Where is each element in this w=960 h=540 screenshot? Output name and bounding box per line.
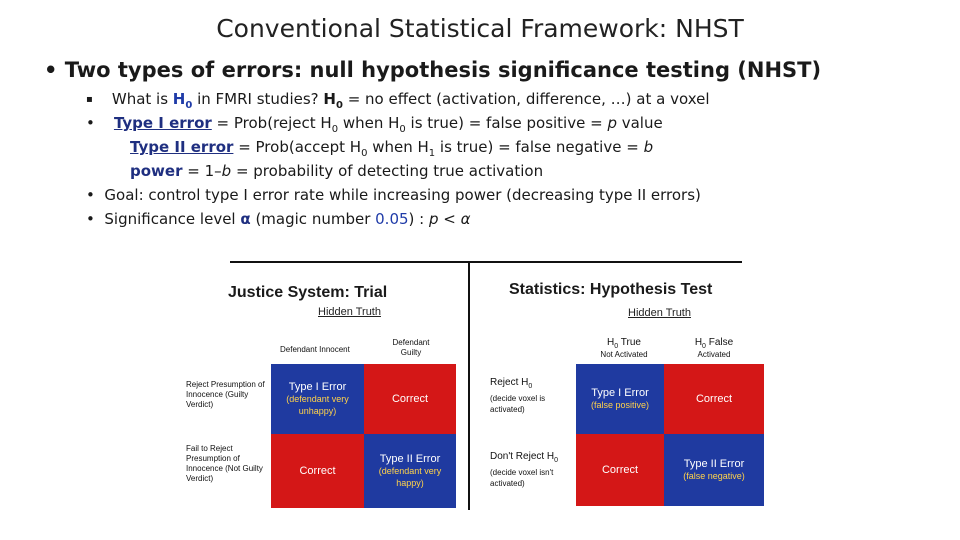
cell-note: (false negative) [683, 471, 745, 481]
bullet-significance: • Significance level α (magic number 0.05) : p < α [86, 210, 471, 228]
stats-col-h0-false: $H_0$ False Activated [674, 337, 754, 360]
slide-title: Conventional Statistical Framework: NHST [216, 14, 744, 43]
bullet-power: power = 1–b = probability of detecting true activation [130, 162, 544, 180]
stats-row-dont-reject-note: (decide voxel isn't activated) [490, 468, 554, 488]
justice-cell-correct-innocent [271, 434, 364, 508]
center-divider [468, 262, 470, 510]
stats-col-h0-false-note: Activated [697, 350, 731, 359]
justice-row-not-guilty-verdict: Fail to Reject Presumption of Innocence (Not Guilty Verdict) [186, 444, 263, 483]
main-bullet-text: Two types of errors: null hypothesis significance testing (NHST) [64, 58, 822, 82]
cell-note: (defendant very happy) [378, 466, 442, 488]
main-bullet: • Two types of errors: null hypothesis significance testing (NHST) [44, 58, 822, 82]
bullet-goal: • Goal: control type I error rate while increasing power (decreasing type II errors) [86, 186, 701, 204]
justice-cell-type1 [271, 364, 364, 434]
stats-cell-correct-activated [664, 364, 764, 434]
stats-row-reject: Reject $H_0$ (decide voxel is activated) [490, 377, 570, 415]
cell-label: Correct [695, 393, 733, 405]
bullet-h0-definition: ▪ What is $H_0$ in FMRI studies? $H_0$ = no effect (activation, difference, …) at a voxel [86, 90, 710, 111]
justice-header: Justice System: Trial [228, 284, 388, 301]
stats-col-h0-true: $H_0$ True Not Activated [584, 337, 664, 360]
stats-hidden-truth: Hidden Truth [628, 307, 691, 319]
stats-row-dont-reject: Don't Reject $H_0$ (decide voxel isn't activated) [490, 451, 574, 489]
cell-label: Type II Error [379, 453, 441, 465]
stats-cell-correct-not-activated [576, 434, 664, 506]
justice-hidden-truth: Hidden Truth [318, 306, 381, 318]
stats-cell-type2 [664, 434, 764, 506]
cell-label: Type I Error [591, 387, 649, 399]
bullet-type2-error: Type II error = Prob(accept $H_0$ when $H_1$ is true) = false negative = b [130, 138, 654, 159]
stats-row-reject-note: (decide voxel is activated) [490, 394, 546, 414]
bullet-type1-error: • Type I error = Prob(reject $H_0$ when $H_0$ is true) = false positive = p value [86, 114, 663, 135]
justice-row-guilty-verdict: Reject Presumption of Innocence (Guilty Verdict) [186, 380, 265, 409]
justice-cell-type2 [364, 434, 456, 508]
cell-label: Correct [391, 393, 429, 405]
stats-header: Statistics: Hypothesis Test [509, 281, 713, 298]
justice-col-guilty: Defendant Guilty [392, 338, 430, 357]
cell-note: (false positive) [590, 400, 650, 410]
stats-cell-type1 [576, 364, 664, 434]
cell-label: Correct [601, 464, 639, 476]
cell-note: (defendant very unhappy) [286, 394, 349, 416]
stats-col-h0-true-note: Not Activated [600, 350, 648, 359]
cell-label: Type II Error [683, 458, 745, 470]
top-rule [230, 261, 742, 263]
justice-col-innocent: Defendant Innocent [280, 345, 350, 354]
cell-label: Correct [299, 465, 336, 477]
cell-label: Type I Error [288, 381, 347, 393]
justice-cell-correct-guilty [364, 364, 456, 434]
